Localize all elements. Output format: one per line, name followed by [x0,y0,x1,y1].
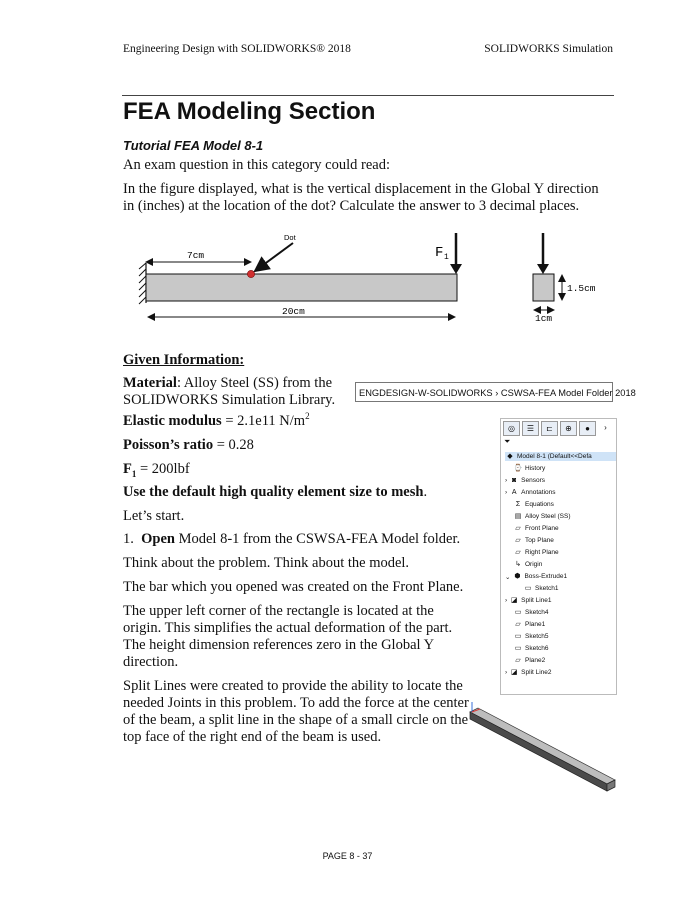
sketch-icon: ▭ [514,633,522,640]
tree-item-label: Annotations [521,489,556,496]
dim-1-5cm-label: 1.5cm [567,283,596,294]
elastic-sup: 2 [305,411,310,422]
poisson-label: Poisson’s ratio [123,437,214,453]
elastic-line [123,413,310,430]
configuration-manager-icon[interactable]: ⊏ [541,421,558,436]
dot-marker [247,270,254,277]
tree-item-label: Plane1 [525,621,546,628]
force-value: = 200lbf [136,461,190,477]
beam-rect [146,274,457,301]
mesh-line: Use the default high quality element size to mesh. [123,484,428,500]
tree-item-sketch4[interactable] [513,608,549,617]
corner-line-4: direction. [123,654,179,670]
material-icon: ▤ [514,513,522,520]
plane-icon: ▱ [515,621,521,628]
step-1-rest: Model 8-1 from the CSWSA-FEA Model folder. [174,531,461,547]
tree-item-plane1[interactable] [513,620,545,629]
tree-item-equations[interactable] [513,500,554,509]
tree-item-label: Front Plane [525,525,559,532]
extrude-icon: ⬢ [514,573,521,580]
poisson-value: = 0.28 [213,437,254,453]
tree-item-sketch1[interactable] [523,584,559,593]
split-line-2: needed Joints in this problem. To add the force at the center [123,695,469,711]
poisson-line [123,437,254,454]
tree-item-front-plane[interactable] [513,524,559,533]
tree-item-label: Sketch5 [525,633,549,640]
corner-line-2: origin. This simplifies the actual deformation of the part. [123,620,453,636]
plane-icon: ▱ [515,549,521,556]
feature-manager-toolbar [501,419,616,439]
cross-section-rect [533,274,554,301]
material-line-2: SOLIDWORKS Simulation Library. [123,392,336,408]
property-manager-icon[interactable]: ☰ [522,421,539,436]
tree-item-label: History [525,465,546,472]
breadcrumb-part-2[interactable]: CSWSA-FEA Model Folder 2018 [500,388,636,398]
tree-item-plane2[interactable] [513,656,545,665]
section-title: FEA Modeling Section [123,98,376,125]
material-line-1 [123,375,332,392]
page-number: PAGE 8 - 37 [322,851,373,861]
elastic-value: = 2.1e11 N/m [221,413,306,429]
tree-item-label: Sketch1 [535,585,559,592]
tree-item-split-line1[interactable] [505,596,552,605]
corner-line-3: The height dimension references zero in the Global Y [123,637,435,653]
tree-item-material[interactable] [513,512,571,521]
expand-icon[interactable]: › [505,669,508,676]
collapse-icon[interactable]: ⌄ [505,573,511,581]
chevron-right-icon[interactable]: › [604,423,607,432]
tree-item-label: Boss-Extrude1 [524,573,568,580]
dot-label: Dot [284,233,296,242]
tree-item-label: Plane2 [525,657,546,664]
dot-leader-arrow [255,243,293,271]
tree-item-label: Split Line1 [521,597,552,604]
beam-figure [0,0,695,340]
force-arrow-head [450,264,462,274]
tree-item-annotations[interactable] [505,488,556,497]
folder-breadcrumb[interactable] [355,382,636,402]
tree-item-label: Right Plane [525,549,559,556]
split-line-1: Split Lines were created to provide the ability to locate the [123,678,463,694]
tree-item-right-plane[interactable] [513,548,559,557]
step-1-bold: Open [141,531,175,547]
plane-icon: ▱ [515,657,521,664]
sketch-icon: ▭ [524,585,532,592]
tree-item-label: Sketch4 [525,609,549,616]
intro-text: An exam question in this category could read: [123,157,390,173]
running-header-left: Engineering Design with SOLIDWORKS® 2018 [123,43,351,55]
tree-item-origin[interactable] [513,560,542,569]
force-symbol: F [123,461,132,477]
history-icon: ⌚ [513,465,523,472]
tree-item-label: Top Plane [525,537,554,544]
dimxpert-icon[interactable]: ⊕ [560,421,577,436]
tree-item-sensors[interactable] [505,476,545,485]
equations-icon: Σ [515,501,521,508]
material-text-1: : Alloy Steel (SS) from the [176,375,333,391]
split-line-3: of the beam, a split line in the shape of a small circle on the [123,712,469,728]
tree-item-split-line2[interactable] [505,668,552,677]
filter-icon[interactable]: ⏷ [504,437,511,446]
running-header-right: SOLIDWORKS Simulation [484,43,613,55]
display-manager-icon[interactable]: ● [579,421,596,436]
tree-item-sketch5[interactable] [513,632,549,641]
split-line-icon: ◪ [510,669,518,676]
tree-item-label: Equations [525,501,554,508]
step-1 [123,531,460,548]
question-line-1: In the figure displayed, what is the vertical displacement in the Global Y direction [123,181,599,197]
force-line [123,461,190,478]
force-symbol-sub: 1 [131,468,137,479]
part-icon: ◆ [507,453,513,460]
breadcrumb-part-1[interactable]: ENGDESIGN-W-SOLIDWORKS [359,388,493,398]
section-force-head [537,264,549,274]
elastic-label: Elastic modulus [123,413,222,429]
dim-20cm-label: 20cm [282,306,305,317]
tree-item-boss-extrude1[interactable] [505,572,567,581]
breadcrumb-separator: › [495,388,499,398]
sketch-icon: ▭ [514,609,522,616]
sketch-icon: ▭ [514,645,522,652]
plane-icon: ▱ [515,537,521,544]
force-label: F [435,245,444,261]
tree-item-label: Sketch6 [525,645,549,652]
dim-1cm-label: 1cm [535,313,553,324]
fixed-support-hatch [139,263,146,304]
tutorial-title: Tutorial FEA Model 8-1 [123,138,264,153]
tree-item-label: Alloy Steel (SS) [525,513,571,520]
bar-text: The bar which you opened was created on the Front Plane. [123,579,464,595]
annotations-icon: A [511,489,517,496]
given-heading: Given Information: [123,352,245,368]
mesh-text: Use the default high quality element size to mesh [123,484,424,500]
force-label-sub: 1 [444,253,449,262]
think-text: Think about the problem. Think about the model. [123,555,410,571]
origin-icon: ↳ [515,561,521,568]
question-line-2: in (inches) at the location of the dot? Calculate the answer to 3 decimal places. [123,198,580,214]
plane-icon: ▱ [515,525,521,532]
corner-line-1: The upper left corner of the rectangle is located at the [123,603,434,619]
lets-start: Let’s start. [123,508,185,524]
beam-3d-render [460,700,620,795]
feature-manager-tree [500,418,617,695]
expand-icon[interactable]: › [505,597,508,604]
expand-icon[interactable]: › [505,477,508,484]
tree-item-history[interactable] [513,464,545,473]
sensors-icon: ◙ [512,477,517,484]
tree-item-top-plane[interactable] [513,536,554,545]
tree-item-label: Sensors [521,477,546,484]
tree-item-sketch6[interactable] [513,644,549,653]
step-1-num: 1. [123,531,134,547]
split-line-icon: ◪ [510,597,518,604]
tree-item-root[interactable] [505,452,616,461]
dim-7cm-label: 7cm [187,250,205,261]
feature-manager-icon[interactable]: ◎ [503,421,520,436]
tree-item-label: Split Line2 [521,669,552,676]
tree-item-label: Origin [525,561,543,568]
material-label: Material [123,375,177,391]
tree-item-label: Model 8-1 (Default<<Defa [517,453,592,460]
split-line-4: top face of the right end of the beam is used. [123,729,382,745]
expand-icon[interactable]: › [505,489,508,496]
